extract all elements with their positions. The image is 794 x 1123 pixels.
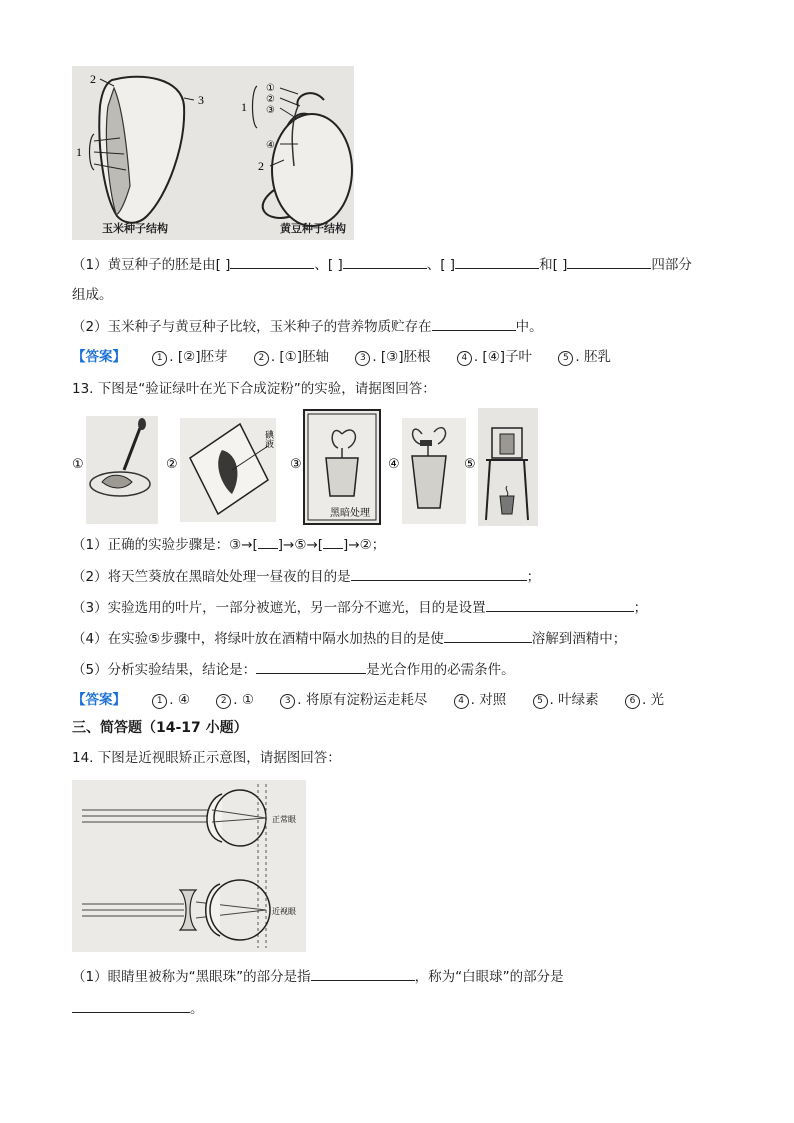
q13-answer: 【答案】 1 . ④ 2 . ① 3 . 将原有淀粉运走耗尽 4 . 对照 5 . 叶绿素 6 . 光 — [72, 692, 665, 708]
q13-title: 13. 下图是“验证绿叶在光下合成淀粉”的实验，请据图回答： — [72, 381, 436, 397]
q13-part4: （4）在实验⑤步骤中，将绿叶放在酒精中隔水加热的目的是使 溶解到酒精中； — [72, 628, 626, 649]
q12-answer: 【答案】 1 . [②]胚芽 2 . [①]胚轴 3 . [③]胚根 4 . [④]子叶 5 . 胚乳 — [72, 349, 611, 365]
q14-part1: （1）眼睛里被称为“黑眼珠”的部分是指 ，称为“白眼球”的部分是 — [72, 966, 564, 987]
q13-part5: （5）分析实验结果，结论是： 是光合作用的必需条件。 — [72, 659, 515, 680]
corn-label-3: 3 — [198, 93, 204, 107]
step-label-3: ③ — [290, 457, 302, 472]
blank[interactable] — [351, 566, 527, 581]
blank[interactable] — [567, 254, 651, 269]
blank[interactable] — [444, 628, 532, 643]
step-label-5: ⑤ — [464, 457, 476, 472]
step-label-4: ④ — [388, 457, 400, 472]
q12-part1-cont: 组成。 — [72, 287, 113, 303]
blank[interactable] — [486, 597, 634, 612]
q14-title: 14. 下图是近视眼矫正示意图，请据图回答： — [72, 750, 341, 766]
corn-caption: 玉米种子结构 — [102, 222, 168, 235]
q12-part1: （1）黄豆种子的胚是由[ ] 、[ ] 、[ ] 和[ ] 四部分 — [72, 254, 692, 275]
blank[interactable] — [455, 254, 539, 269]
blank[interactable] — [343, 254, 427, 269]
q14-part1-cont: 。 — [72, 998, 204, 1019]
q13-part3: （3）实验选用的叶片，一部分被遮光，另一部分不遮光，目的是设置 ； — [72, 597, 647, 618]
q13-part2: （2）将天竺葵放在黑暗处处理一昼夜的目的是 ； — [72, 566, 540, 587]
blank[interactable] — [72, 998, 190, 1013]
corn-label-1: 1 — [76, 145, 82, 159]
blank[interactable] — [256, 659, 366, 674]
step-label-1: ① — [72, 457, 84, 472]
bean-label-c1: ① — [266, 83, 275, 94]
blank[interactable] — [432, 316, 516, 331]
bean-label-c3: ③ — [266, 105, 275, 116]
blank[interactable] — [258, 534, 278, 549]
blank[interactable] — [311, 966, 415, 981]
blank[interactable] — [230, 254, 314, 269]
myopia-correction-figure — [72, 780, 306, 952]
q13-experiment-figure — [72, 404, 542, 528]
corn-label-2: 2 — [90, 72, 96, 86]
blank[interactable] — [323, 534, 343, 549]
myopia-eye-label: 近视眼 — [272, 907, 296, 916]
q12-part2: （2）玉米种子与黄豆种子比较，玉米种子的营养物质贮存在 中。 — [72, 316, 543, 337]
dark-treatment-label: 黑暗处理 — [330, 508, 370, 519]
bean-label-c2: ② — [266, 94, 275, 105]
normal-eye-label: 正常眼 — [272, 815, 296, 824]
bean-label-2: 2 — [258, 159, 264, 173]
bean-label-c4: ④ — [266, 140, 275, 151]
bean-caption: 黄豆种子结构 — [280, 222, 346, 235]
seed-structure-figure — [72, 66, 354, 240]
step-label-2: ② — [166, 457, 178, 472]
section-3-heading: 三、简答题（14-17 小题） — [72, 720, 248, 736]
iodine-label: 碘液 — [263, 430, 273, 448]
bean-label-1: 1 — [241, 100, 247, 114]
q13-part1: （1）正确的实验步骤是：③→[ ]→⑤→[ ]→②； — [72, 534, 385, 555]
